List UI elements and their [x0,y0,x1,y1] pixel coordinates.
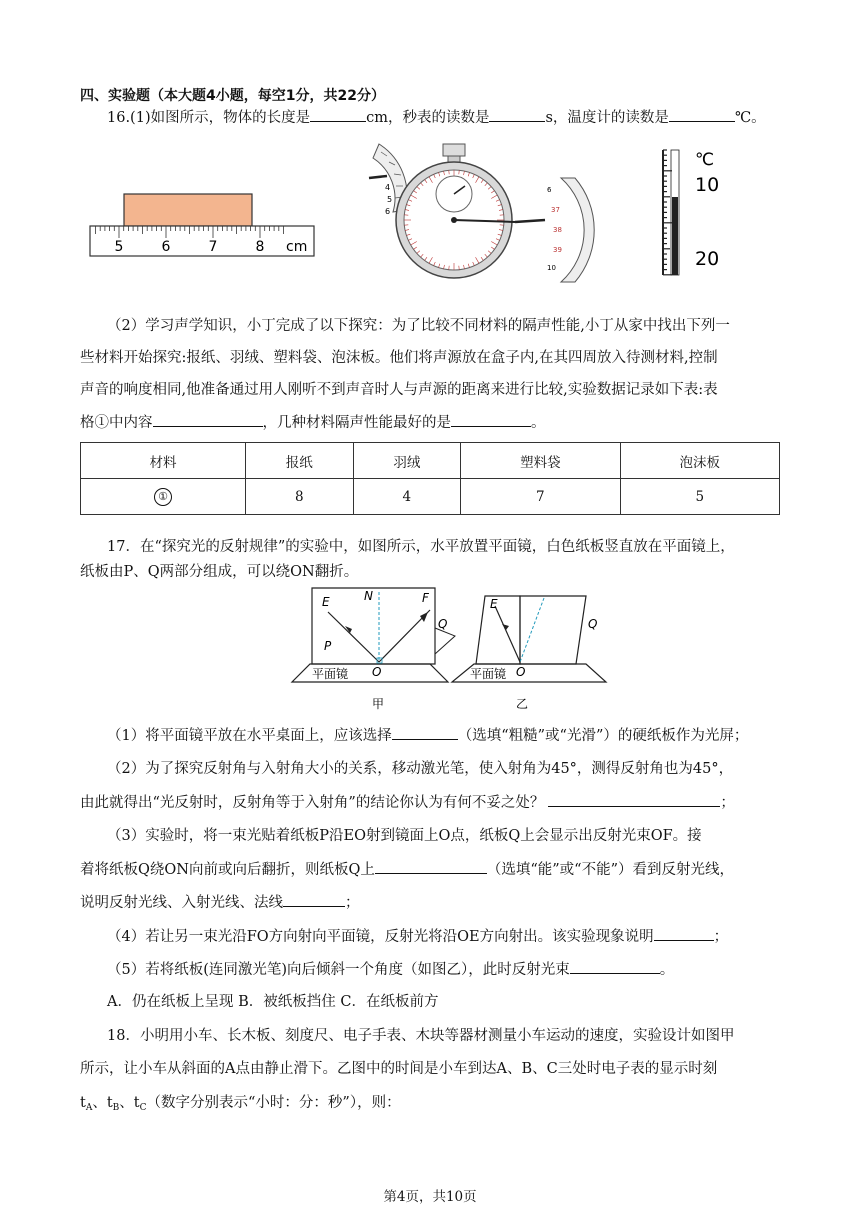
answer-blank[interactable] [283,892,345,907]
table-cell: 8 [246,479,354,515]
fig-label: O [372,665,382,679]
fig-label: Q [588,617,598,631]
answer-blank[interactable] [489,107,545,122]
materials-table [80,442,780,515]
ruler-label: 5 [114,239,124,255]
ruler-figure [88,190,318,260]
q16-part2-line3: 声音的响度相同,他准备通过用人刚听不到声音时人与声源的距离来进行比较,实验数据记录如下表:表 [80,382,718,398]
table-header: 塑料袋 [461,443,620,479]
zoom-label: 39 [553,246,562,254]
thermometer-figure [655,145,735,280]
stopwatch-figure [365,140,595,285]
zoom-label: 6 [385,207,391,216]
q17-sub1: （1）将平面镜平放在水平桌面上，应该选择 （选填“粗糙”或“光滑”）的硬纸板作为光屏； [107,725,748,746]
table-header: 报纸 [246,443,354,479]
thermometer-label: 20 [695,248,720,270]
table-cell: 7 [461,479,620,515]
fig-caption: 乙 [516,697,529,711]
table-row [81,443,780,479]
zoom-label: 4 [385,183,391,192]
answer-blank[interactable] [310,107,366,122]
fig-label: O [516,665,526,679]
table-cell: 4 [353,479,461,515]
table-cell: 5 [620,479,779,515]
measured-block [124,194,252,226]
fig-label: Q [438,617,448,631]
q17-sub3-line1: （3）实验时，将一束光贴着纸板P沿EO射到镜面上O点，纸板Q上会显示出反射光束OF。接 [107,828,702,844]
q17-sub4: （4）若让另一束光沿FO方向射向平面镜，反射光将沿OE方向射出。该实验现象说明 ； [107,926,728,947]
table-header: 泡沫板 [620,443,779,479]
zoom-label: 10 [547,264,556,272]
zoom-label: 38 [553,226,562,234]
table-header: 材料 [81,443,246,479]
answer-blank[interactable] [375,859,487,874]
fig-label: E [322,595,330,609]
q17-options: A．仍在纸板上呈现 B．被纸板挡住 C．在纸板前方 [107,994,439,1010]
ruler-label: 7 [208,239,218,255]
zoom-label: 6 [547,186,552,194]
q18-line3: $t_A$、$t_B$、$t_C$（数字分别表示“小时：分：秒”），则： [80,1095,401,1113]
fig-caption: 甲 [372,697,385,711]
q16-part1: 16.(1)如图所示，物体的长度是 cm，秒表的读数是 s，温度计的读数是 ℃。 [107,107,766,128]
q17-sub2-line1: （2）为了探究反射角与入射角大小的关系，移动激光笔，使入射角为45°，测得反射角也为45°， [107,761,734,777]
answer-blank[interactable] [548,792,720,807]
fig-label: 平面镜 [312,667,349,681]
fig-label: 平面镜 [470,667,507,681]
q17-line2: 纸板由P、Q两部分组成，可以绕ON翻折。 [80,564,359,580]
thermometer-label: 10 [695,174,720,196]
answer-blank[interactable] [153,412,263,427]
ruler-unit: cm [286,239,308,255]
zoom-label: 5 [387,195,393,204]
section-title: 四、实验题（本大题4小题，每空1分，共22分） [80,88,385,104]
thermometer-unit: ℃ [695,150,715,170]
fig-label: F [422,591,429,605]
reflection-figure [290,584,610,712]
page-footer: 第4页，共10页 [383,1189,477,1205]
ruler-label: 8 [255,239,265,255]
answer-blank[interactable] [570,959,660,974]
q17-sub5: （5）若将纸板(连同激光笔)向后倾斜一个角度（如图乙），此时反射光束 。 [107,959,674,980]
q18-line1: 18．小明用小车、长木板、刻度尺、电子手表、木块等器材测量小车运动的速度，实验设计如图甲 [107,1028,735,1044]
ruler-label: 6 [161,239,171,255]
fig-label: E [490,597,498,611]
table-row [81,479,780,515]
answer-blank[interactable] [451,412,531,427]
q18-line2: 所示，让小车从斜面的A点由静止滑下。乙图中的时间是小车到达A、B、C三处时电子表的显示时刻 [80,1061,718,1077]
fig-label: N [364,589,373,603]
table-cell [81,479,246,515]
q17-sub2-line2: 由此就得出“光反射时，反射角等于入射角”的结论你认为有何不妥之处？ ； [80,792,735,813]
q16-part2-line2: 些材料开始探究:报纸、羽绒、塑料袋、泡沫板。他们将声源放在盒子内,在其四周放入待测材料,控制 [80,350,718,366]
zoom-label: 37 [551,206,560,214]
q16-part2-line1: （2）学习声学知识，小丁完成了以下探究：为了比较不同材料的隔声性能,小丁从家中找出下列一 [107,318,730,334]
table-header: 羽绒 [353,443,461,479]
q17-sub3-line2: 着将纸板Q绕ON向前或向后翻折，则纸板Q上 （选填“能”或“不能”）看到反射光线， [80,859,734,880]
circled-number: ① [154,488,172,506]
answer-blank[interactable] [392,725,458,740]
q16-part2-line4: 格①中内容 ，几种材料隔声性能最好的是 。 [80,412,546,433]
q17-line1: 17．在“探究光的反射规律”的实验中，如图所示，水平放置平面镜，白色纸板竖直放在平面镜上， [107,539,735,555]
q17-sub3-line3: 说明反射光线、入射光线、法线 ； [80,892,360,913]
answer-blank[interactable] [654,926,714,941]
fig-label: P [324,639,332,653]
answer-blank[interactable] [669,107,735,122]
